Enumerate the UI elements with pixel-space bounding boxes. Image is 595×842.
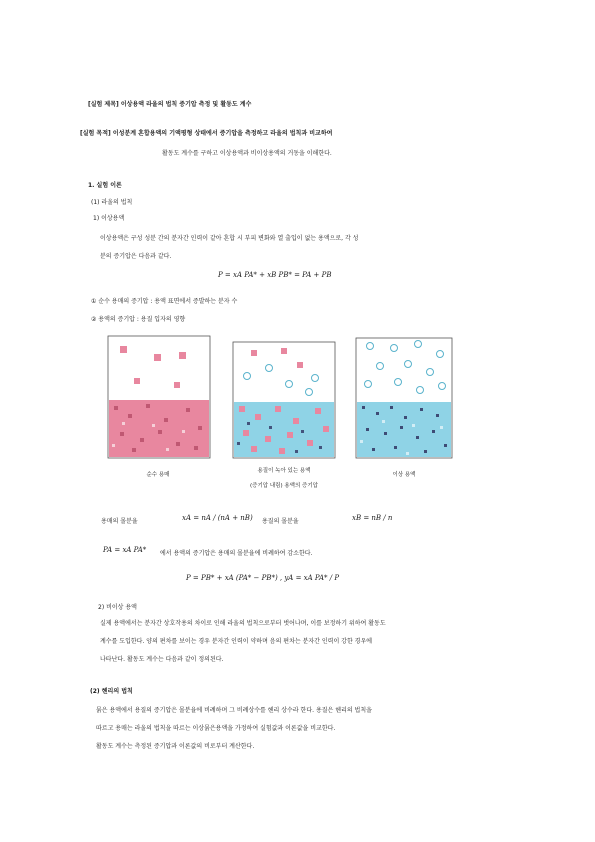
- paragraph-3-line-2: 따르고 용매는 라울의 법칙을 따르는 이상묽은용액을 가정하여 실험값과 이론값을 비교한다.: [96, 725, 336, 732]
- section-heading-henry: (2) 헨리의 법칙: [90, 688, 133, 695]
- subheading-nonideal: 2) 비이상 용액: [98, 604, 137, 611]
- equation-raoult: P = xA PA* + xB PB* = PA + PB: [218, 271, 332, 279]
- mole-fraction-solvent-label: 용매의 몰분율: [101, 518, 138, 525]
- paragraph-1-line-2: 분의 증기압은 다음과 같다.: [100, 253, 172, 260]
- figure-ideal-solution: [354, 336, 454, 460]
- paragraph-2-line-1: 실제 용액에서는 분자간 상호작용의 차이로 인해 라울의 법칙으로부터 벗어나며, 이를 보정하기 위하여 활동도: [100, 620, 386, 627]
- caption-solution: 용질이 녹아 있는 용액: [257, 468, 311, 474]
- caption-solution-line-2: (증기압 내림) 용액의 증기압: [250, 483, 318, 489]
- paragraph-3-line-1: 묽은 용액에서 용질의 증기압은 몰분율에 비례하며 그 비례상수를 헨리 상수라 한다. 용질은 헨리의 법칙을: [96, 707, 372, 714]
- purpose-line-1: [실험 목적] 이성분계 혼합용액의 기액평형 상태에서 증기압을 측정하고 라울의 법칙과 비교하여: [80, 130, 333, 137]
- bullet-2: ② 용액의 증기압 : 용질 입자의 영향: [91, 316, 186, 323]
- document-title: [실험 제목] 이상용액 라울의 법칙 증기압 측정 및 활동도 계수: [88, 101, 252, 108]
- subheading-ideal: 1) 이상용액: [93, 215, 125, 222]
- equation-total-pressure: P = PB* + xA (PA* − PB*) , yA = xA PA* / P: [186, 574, 340, 582]
- beaker-2-diagram: [231, 340, 337, 460]
- figure-solution: [231, 340, 337, 460]
- mole-fraction-solute-equation: xB = nB / n: [352, 514, 393, 522]
- beaker-1-diagram: [106, 334, 212, 460]
- paragraph-2-line-3: 나타난다. 활동도 계수는 다음과 같이 정의된다.: [100, 656, 224, 663]
- mole-fraction-solvent-equation: xA = nA / (nA + nB): [182, 514, 253, 522]
- partial-pressure-text: 에서 용액의 증기압은 용매의 몰분율에 비례하여 감소한다.: [160, 550, 313, 557]
- mole-fraction-solute-label: 용질의 몰분율: [262, 518, 299, 525]
- figure-pure-solvent: [106, 334, 212, 460]
- subheading-raoult: (1) 라울의 법칙: [91, 199, 133, 206]
- caption-pure-solvent: 순수 용매: [146, 472, 170, 478]
- purpose-line-2: 활동도 계수를 구하고 이상용액과 비이상용액의 거동을 이해한다.: [162, 150, 332, 157]
- partial-pressure-equation: PA = xA PA*: [103, 546, 147, 554]
- beaker-3-diagram: [354, 336, 454, 460]
- caption-ideal-solution: 이상 용액: [392, 472, 416, 478]
- paragraph-2-line-2: 계수를 도입한다. 양의 편차를 보이는 경우 분자간 인력이 약하며 음의 편차는 분자간 인력이 강한 경우에: [100, 638, 373, 645]
- paragraph-1-line-1: 이상용액은 구성 성분 간의 분자간 인력이 같아 혼합 시 부피 변화와 열 출입이 없는 용액으로, 각 성: [100, 235, 359, 242]
- bullet-1: ① 순수 용매의 증기압 : 용액 표면에서 증발하는 분자 수: [91, 298, 238, 305]
- paragraph-3-line-3: 활동도 계수는 측정된 증기압과 이론값의 비로부터 계산한다.: [96, 743, 255, 750]
- section-heading-theory: 1. 실험 이론: [88, 182, 122, 189]
